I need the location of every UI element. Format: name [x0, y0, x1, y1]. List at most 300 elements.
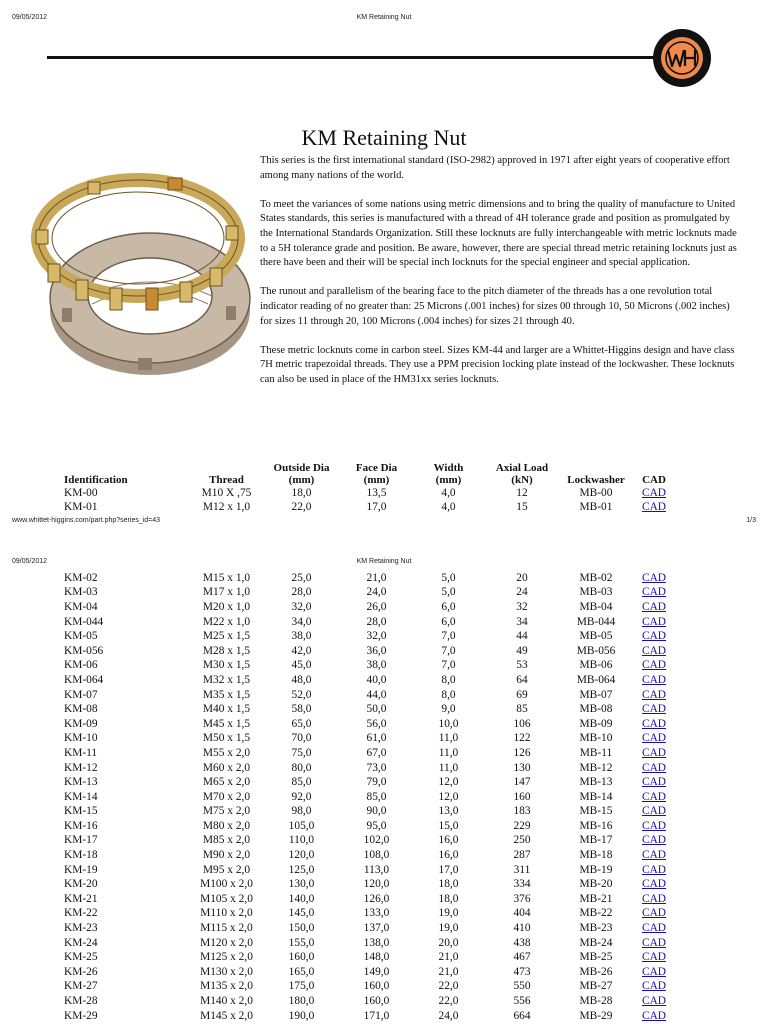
lockwasher: MB-056: [576, 644, 616, 657]
lockwasher: MB-13: [579, 776, 613, 789]
lockwasher: MB-25: [579, 951, 613, 964]
cad-link: [631, 848, 677, 863]
part-id: KM-00: [64, 486, 98, 499]
outside-dia: 34,0: [291, 615, 312, 628]
face-dia: 56,0: [366, 717, 387, 730]
face-dia: 138,0: [363, 936, 390, 949]
thread: M135 x 2,0: [200, 980, 253, 993]
lockwasher: MB-11: [579, 746, 613, 759]
face-dia: 28,0: [366, 615, 387, 628]
cad-link[interactable]: CAD: [641, 644, 667, 657]
table-row: [57, 673, 677, 688]
face-dia: 50,0: [366, 703, 387, 716]
cad-link[interactable]: CAD: [641, 761, 667, 774]
face-dia: 17,0: [366, 501, 387, 514]
lockwasher: MB-044: [576, 615, 616, 628]
thread: M145 x 2,0: [200, 1009, 253, 1022]
column-header-width: Width (mm): [433, 462, 464, 486]
face-dia: 160,0: [363, 980, 390, 993]
axial-load: 556: [513, 995, 531, 1008]
lockwasher: MB-01: [579, 501, 613, 514]
width: 8,0: [441, 688, 456, 701]
part-id: KM-21: [64, 892, 98, 905]
width: 5,0: [441, 586, 456, 599]
thread: M130 x 2,0: [200, 965, 253, 978]
outside-dia: 32,0: [291, 600, 312, 613]
width: 19,0: [438, 907, 459, 920]
table-row: [57, 921, 677, 936]
print-date: 09/05/2012: [12, 558, 48, 565]
column-header-face-dia: Face Dia (mm): [355, 462, 398, 486]
table-row: [57, 717, 677, 732]
table-row: [57, 892, 677, 907]
width: 12,0: [438, 776, 459, 789]
part-id: KM-06: [64, 659, 98, 672]
face-dia: 90,0: [366, 805, 387, 818]
lockwasher: MB-04: [579, 600, 613, 613]
table-row: [57, 732, 677, 747]
cad-link: [631, 965, 677, 980]
cad-link[interactable]: CAD: [641, 878, 667, 891]
outside-dia: 75,0: [291, 746, 312, 759]
axial-load: 410: [513, 922, 531, 935]
width: 21,0: [438, 965, 459, 978]
table-row: [57, 877, 677, 892]
thread: M90 x 2,0: [202, 849, 251, 862]
cad-link: [631, 863, 677, 878]
table-row: [57, 863, 677, 878]
cad-link[interactable]: CAD: [641, 586, 667, 599]
lockwasher: MB-16: [579, 819, 613, 832]
face-dia: 102,0: [363, 834, 390, 847]
cad-link[interactable]: CAD: [641, 571, 667, 584]
face-dia: 171,0: [363, 1009, 390, 1022]
table-row: [57, 644, 677, 659]
part-id: KM-17: [64, 834, 98, 847]
axial-load: 467: [513, 951, 531, 964]
face-dia: 120,0: [363, 878, 390, 891]
table-row: [57, 805, 677, 820]
outside-dia: 70,0: [291, 732, 312, 745]
lockwasher: MB-18: [579, 849, 613, 862]
width: 18,0: [438, 878, 459, 891]
cad-link: [631, 936, 677, 951]
outside-dia: 18,0: [291, 486, 312, 499]
lockwasher: MB-17: [579, 834, 613, 847]
page-footer: [0, 517, 768, 529]
width: 4,0: [441, 486, 456, 499]
cad-link: [631, 586, 677, 601]
face-dia: 113,0: [363, 863, 390, 876]
width: 12,0: [438, 790, 459, 803]
print-date: 09/05/2012: [12, 14, 48, 21]
lockwasher: MB-15: [579, 805, 613, 818]
cad-link[interactable]: CAD: [641, 892, 667, 905]
outside-dia: 155,0: [288, 936, 315, 949]
width: 7,0: [441, 659, 456, 672]
part-id: KM-05: [64, 630, 98, 643]
lockwasher: MB-12: [579, 761, 613, 774]
table-row: [57, 819, 677, 834]
lockwasher: MB-05: [579, 630, 613, 643]
face-dia: 38,0: [366, 659, 387, 672]
part-id: KM-29: [64, 1009, 98, 1022]
locknut-illustration: [28, 168, 260, 383]
cad-link: [631, 907, 677, 922]
face-dia: 148,0: [363, 951, 390, 964]
axial-load: 64: [516, 673, 528, 686]
cad-link: [631, 615, 677, 630]
outside-dia: 125,0: [288, 863, 315, 876]
width: 13,0: [438, 805, 459, 818]
cad-link: [631, 980, 677, 995]
width: 11,0: [438, 746, 459, 759]
cad-link[interactable]: CAD: [641, 688, 667, 701]
table-row: [57, 950, 677, 965]
axial-load: 20: [516, 571, 528, 584]
cad-link[interactable]: CAD: [641, 907, 667, 920]
part-id: KM-12: [64, 761, 98, 774]
cad-link[interactable]: CAD: [641, 630, 667, 643]
outside-dia: 105,0: [288, 819, 315, 832]
paragraph: The runout and parallelism of the bearing face to the pitch diameter of the threads has a one revolution total indicator reading of no greater than: 25 Microns (.001 inches) for sizes 00 through 10, 50 Microns (.002 inches) for sizes 11 through 20, 100 Microns (.004 inches) for sizes 21 through 40.: [260, 286, 730, 327]
cad-link[interactable]: CAD: [641, 951, 667, 964]
cad-link[interactable]: CAD: [641, 501, 667, 514]
cad-link: [631, 834, 677, 849]
face-dia: 95,0: [366, 819, 387, 832]
axial-load: 15: [516, 501, 528, 514]
thread: M115 x 2,0: [200, 922, 253, 935]
cad-link[interactable]: CAD: [641, 863, 667, 876]
axial-load: 311: [513, 863, 531, 876]
axial-load: 12: [516, 486, 528, 499]
thread: M95 x 2,0: [202, 863, 251, 876]
axial-load: 122: [513, 732, 531, 745]
cad-link[interactable]: CAD: [641, 834, 667, 847]
table-row: [57, 848, 677, 863]
outside-dia: 92,0: [291, 790, 312, 803]
print-title: KM Retaining Nut: [356, 558, 412, 565]
face-dia: 44,0: [366, 688, 387, 701]
print-title: KM Retaining Nut: [356, 14, 412, 21]
width: 11,0: [438, 732, 459, 745]
thread: M45 x 1,5: [202, 717, 251, 730]
lockwasher: MB-00: [579, 486, 613, 499]
width: 21,0: [438, 951, 459, 964]
cad-link[interactable]: CAD: [641, 486, 667, 499]
face-dia: 40,0: [366, 673, 387, 686]
parts-table-continued: [57, 571, 677, 1023]
table-row: [57, 965, 677, 980]
part-id: KM-15: [64, 805, 98, 818]
outside-dia: 190,0: [288, 1009, 315, 1022]
part-id: KM-14: [64, 790, 98, 803]
cad-link[interactable]: CAD: [641, 849, 667, 862]
table-row: [57, 688, 677, 703]
lockwasher: MB-08: [579, 703, 613, 716]
outside-dia: 80,0: [291, 761, 312, 774]
part-id: KM-20: [64, 878, 98, 891]
table-row: [57, 936, 677, 951]
thread: M30 x 1,5: [202, 659, 251, 672]
table-row: [57, 775, 677, 790]
width: 11,0: [438, 761, 459, 774]
thread: M20 x 1,0: [202, 600, 251, 613]
cad-link[interactable]: CAD: [641, 746, 667, 759]
table-header-row: [57, 456, 677, 486]
face-dia: 32,0: [366, 630, 387, 643]
lockwasher: MB-02: [579, 571, 613, 584]
outside-dia: 165,0: [288, 965, 315, 978]
thread: M125 x 2,0: [200, 951, 253, 964]
axial-load: 404: [513, 907, 531, 920]
cad-link: [631, 486, 677, 501]
cad-link: [631, 921, 677, 936]
part-id: KM-16: [64, 819, 98, 832]
lockwasher: MB-09: [579, 717, 613, 730]
part-id: KM-064: [64, 673, 104, 686]
paragraph: These metric locknuts come in carbon steel. Sizes KM-44 and larger are a Whittet-Higgins design and have class 7H metric trapezoidal threads. They use a PPM precision locking plate instead of the lockwasher. These locknuts can also be used in place of the HM31xx series locknuts.: [260, 344, 735, 385]
lockwasher: MB-27: [579, 980, 613, 993]
outside-dia: 25,0: [291, 571, 312, 584]
part-id: KM-26: [64, 965, 98, 978]
thread: M120 x 2,0: [200, 936, 253, 949]
face-dia: 61,0: [366, 732, 387, 745]
table-row: [57, 615, 677, 630]
table-row: [57, 980, 677, 995]
thread: M55 x 2,0: [202, 746, 251, 759]
axial-load: 69: [516, 688, 528, 701]
part-id: KM-27: [64, 980, 98, 993]
cad-link: [631, 717, 677, 732]
thread: M75 x 2,0: [202, 805, 251, 818]
face-dia: 73,0: [366, 761, 387, 774]
table-row: [57, 834, 677, 849]
width: 7,0: [441, 630, 456, 643]
table-row: [57, 600, 677, 615]
table-row: [57, 659, 677, 674]
axial-load: 85: [516, 703, 528, 716]
thread: M35 x 1,5: [202, 688, 251, 701]
cad-link[interactable]: CAD: [641, 776, 667, 789]
table-row: [57, 994, 677, 1009]
lockwasher: MB-29: [579, 1009, 613, 1022]
part-id: KM-044: [64, 615, 104, 628]
cad-link: [631, 746, 677, 761]
column-header-thread: Thread: [209, 474, 244, 486]
table-row: [57, 702, 677, 717]
outside-dia: 22,0: [291, 501, 312, 514]
width: 17,0: [438, 863, 459, 876]
width: 22,0: [438, 980, 459, 993]
outside-dia: 180,0: [288, 995, 315, 1008]
face-dia: 126,0: [363, 892, 390, 905]
cad-link: [631, 501, 677, 516]
cad-link: [631, 819, 677, 834]
cad-link: [631, 892, 677, 907]
face-dia: 133,0: [363, 907, 390, 920]
description: [260, 154, 744, 402]
thread: M110 x 2,0: [200, 907, 253, 920]
cad-link[interactable]: CAD: [641, 673, 667, 686]
lockwasher: MB-14: [579, 790, 613, 803]
face-dia: 79,0: [366, 776, 387, 789]
paragraph: This series is the first international standard (ISO-2982) approved in 1971 after eight years of cooperative effort among many nations of the world.: [260, 155, 730, 181]
outside-dia: 130,0: [288, 878, 315, 891]
face-dia: 160,0: [363, 995, 390, 1008]
part-id: KM-03: [64, 586, 98, 599]
cad-link[interactable]: CAD: [641, 1009, 667, 1022]
thread: M17 x 1,0: [202, 586, 251, 599]
axial-load: 287: [513, 849, 531, 862]
table-row: [57, 907, 677, 922]
outside-dia: 28,0: [291, 586, 312, 599]
part-id: KM-07: [64, 688, 98, 701]
cad-link: [631, 629, 677, 644]
cad-link[interactable]: CAD: [641, 805, 667, 818]
outside-dia: 52,0: [291, 688, 312, 701]
outside-dia: 145,0: [288, 907, 315, 920]
cad-link: [631, 1009, 677, 1024]
axial-load: 32: [516, 600, 528, 613]
cad-link[interactable]: CAD: [641, 600, 667, 613]
cad-link[interactable]: CAD: [641, 819, 667, 832]
axial-load: 664: [513, 1009, 531, 1022]
table-row: [57, 761, 677, 776]
lockwasher: MB-24: [579, 936, 613, 949]
axial-load: 147: [513, 776, 531, 789]
lockwasher: MB-28: [579, 995, 613, 1008]
outside-dia: 45,0: [291, 659, 312, 672]
thread: M105 x 2,0: [200, 892, 253, 905]
part-id: KM-28: [64, 995, 98, 1008]
cad-link[interactable]: CAD: [641, 615, 667, 628]
width: 7,0: [441, 644, 456, 657]
lockwasher: MB-19: [579, 863, 613, 876]
page-header: [0, 558, 768, 572]
outside-dia: 120,0: [288, 849, 315, 862]
width: 19,0: [438, 922, 459, 935]
cad-link[interactable]: CAD: [641, 659, 667, 672]
part-id: KM-02: [64, 571, 98, 584]
axial-load: 376: [513, 892, 531, 905]
face-dia: 85,0: [366, 790, 387, 803]
face-dia: 26,0: [366, 600, 387, 613]
cad-link[interactable]: CAD: [641, 965, 667, 978]
cad-link[interactable]: CAD: [641, 936, 667, 949]
face-dia: 21,0: [366, 571, 387, 584]
cad-link[interactable]: CAD: [641, 790, 667, 803]
width: 20,0: [438, 936, 459, 949]
part-id: KM-08: [64, 703, 98, 716]
axial-load: 438: [513, 936, 531, 949]
cad-link: [631, 644, 677, 659]
column-header-cad-link: CAD: [642, 474, 666, 486]
cad-link[interactable]: CAD: [641, 732, 667, 745]
cad-link: [631, 877, 677, 892]
cad-link[interactable]: CAD: [641, 703, 667, 716]
thread: M50 x 1,5: [202, 732, 251, 745]
lockwasher: MB-23: [579, 922, 613, 935]
cad-link: [631, 805, 677, 820]
outside-dia: 98,0: [291, 805, 312, 818]
cad-link: [631, 673, 677, 688]
lockwasher: MB-21: [579, 892, 613, 905]
thread: M140 x 2,0: [200, 995, 253, 1008]
thread: M65 x 2,0: [202, 776, 251, 789]
outside-dia: 65,0: [291, 717, 312, 730]
thread: M15 x 1,0: [202, 571, 251, 584]
width: 10,0: [438, 717, 459, 730]
cad-link[interactable]: CAD: [641, 995, 667, 1008]
lockwasher: MB-07: [579, 688, 613, 701]
paragraph: To meet the variances of some nations using metric dimensions and to bring the quality of manufacture to United States standards, this series is manufactured with a thread of 4H tolerance grade and position as promulgated by the International Standards Organization. Still these locknuts are fully interchangeable with metric locknuts made to a 5H tolerance grade and position. Be aware, however, there are special thread metric retaining locknuts just as there have been and their will be special inch locknuts for the special engineer and special application.: [260, 198, 737, 269]
cad-link: [631, 950, 677, 965]
thread: M32 x 1,5: [202, 673, 251, 686]
table-row: [57, 501, 677, 516]
part-id: KM-13: [64, 776, 98, 789]
table-row: [57, 790, 677, 805]
outside-dia: 160,0: [288, 951, 315, 964]
whittet-higgins-logo[interactable]: [652, 28, 712, 88]
width: 16,0: [438, 834, 459, 847]
cad-link: [631, 732, 677, 747]
part-id: KM-10: [64, 732, 98, 745]
outside-dia: 175,0: [288, 980, 315, 993]
cad-link: [631, 688, 677, 703]
axial-load: 130: [513, 761, 531, 774]
thread: M100 x 2,0: [200, 878, 253, 891]
axial-load: 160: [513, 790, 531, 803]
part-id: KM-056: [64, 644, 104, 657]
outside-dia: 42,0: [291, 644, 312, 657]
thread: M10 X ,75: [201, 486, 252, 499]
column-header-outside-dia: Outside Dia (mm): [273, 462, 330, 486]
part-id: KM-09: [64, 717, 98, 730]
axial-load: 334: [513, 878, 531, 891]
axial-load: 229: [513, 819, 531, 832]
axial-load: 126: [513, 746, 531, 759]
lockwasher: MB-26: [579, 965, 613, 978]
lockwasher: MB-22: [579, 907, 613, 920]
thread: M12 x 1,0: [202, 501, 251, 514]
thread: M25 x 1,5: [202, 630, 251, 643]
axial-load: 250: [513, 834, 531, 847]
page-title: KM Retaining Nut: [301, 124, 467, 150]
axial-load: 550: [513, 980, 531, 993]
axial-load: 183: [513, 805, 531, 818]
cad-link[interactable]: CAD: [641, 717, 667, 730]
face-dia: 108,0: [363, 849, 390, 862]
axial-load: 473: [513, 965, 531, 978]
part-id: KM-24: [64, 936, 98, 949]
cad-link[interactable]: CAD: [641, 922, 667, 935]
page-url[interactable]: www.whittet-higgins.com/part.php?series_id=43: [12, 517, 161, 524]
width: 15,0: [438, 819, 459, 832]
page-header: [0, 14, 768, 28]
cad-link: [631, 790, 677, 805]
column-header-part-id: Identification: [64, 474, 128, 486]
table-row: [57, 486, 677, 501]
lockwasher: MB-064: [576, 673, 616, 686]
width: 4,0: [441, 501, 456, 514]
part-id: KM-23: [64, 922, 98, 935]
cad-link[interactable]: CAD: [641, 980, 667, 993]
axial-load: 24: [516, 586, 528, 599]
outside-dia: 58,0: [291, 703, 312, 716]
face-dia: 13,5: [366, 486, 387, 499]
width: 5,0: [441, 571, 456, 584]
